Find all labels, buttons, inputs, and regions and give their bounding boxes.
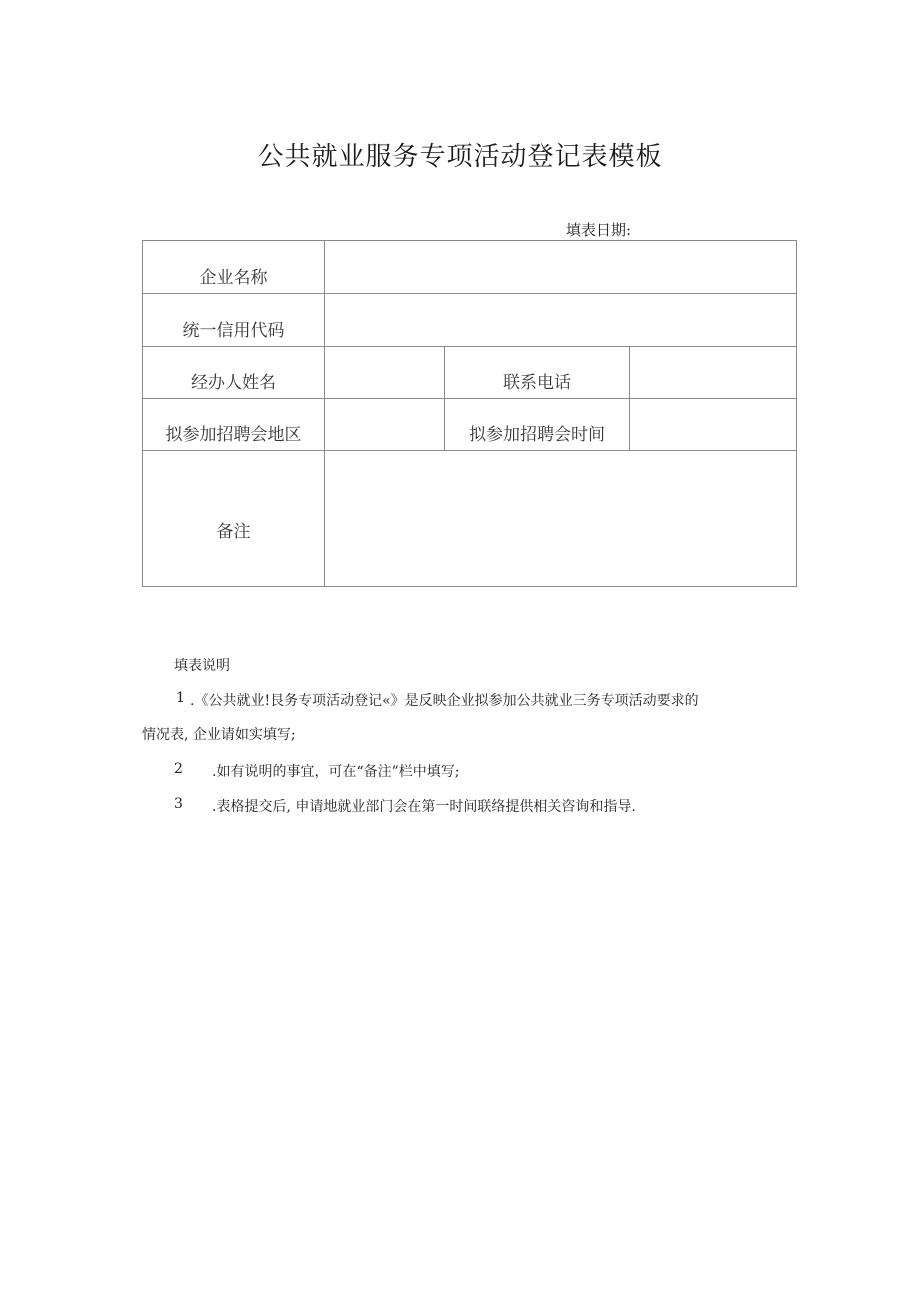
- instruction-number: 1: [176, 690, 185, 706]
- instructions-heading: 填表说明: [174, 658, 230, 674]
- remarks-field[interactable]: [325, 451, 797, 587]
- fill-date-label: 填表日期:: [566, 221, 632, 239]
- company-name-label: 企业名称: [143, 241, 325, 294]
- instruction-number: 2: [174, 761, 183, 777]
- table-row-credit-code: [143, 294, 797, 347]
- fill-date: [566, 219, 656, 240]
- instruction-number: 3: [174, 796, 183, 812]
- instruction-text: .如有说明的事宜，可在“备注”栏中填写;: [212, 764, 460, 780]
- instruction-text: .《公共就业!艮务专项活动登记«》是反映企业拟参加公共就业三务专项活动要求的: [190, 693, 699, 709]
- fair-time-field[interactable]: [630, 399, 797, 451]
- fair-region-field[interactable]: [325, 399, 445, 451]
- table-row-handler: [143, 347, 797, 399]
- fair-region-label: 拟参加招聘会地区: [143, 399, 325, 451]
- instruction-text-continued: 情况表, 企业请如实填写;: [142, 727, 296, 743]
- table-row-fair: [143, 399, 797, 451]
- registration-form-table: [142, 240, 797, 587]
- page-title: 公共就业服务专项活动登记表模板: [257, 142, 663, 172]
- table-row-remarks: [143, 451, 797, 587]
- remarks-label: 备注: [143, 451, 325, 587]
- credit-code-field[interactable]: [325, 294, 797, 347]
- instruction-text: .表格提交后, 申请地就业部门会在第一时间联络提供相关咨询和指导.: [212, 799, 636, 815]
- phone-field[interactable]: [630, 347, 797, 399]
- handler-name-label: 经办人姓名: [143, 347, 325, 399]
- company-name-field[interactable]: [325, 241, 797, 294]
- handler-name-field[interactable]: [325, 347, 445, 399]
- fair-time-label: 拟参加招聘会时间: [445, 399, 630, 451]
- phone-label: 联系电话: [445, 347, 630, 399]
- credit-code-label: 统一信用代码: [143, 294, 325, 347]
- table-row-company-name: [143, 241, 797, 294]
